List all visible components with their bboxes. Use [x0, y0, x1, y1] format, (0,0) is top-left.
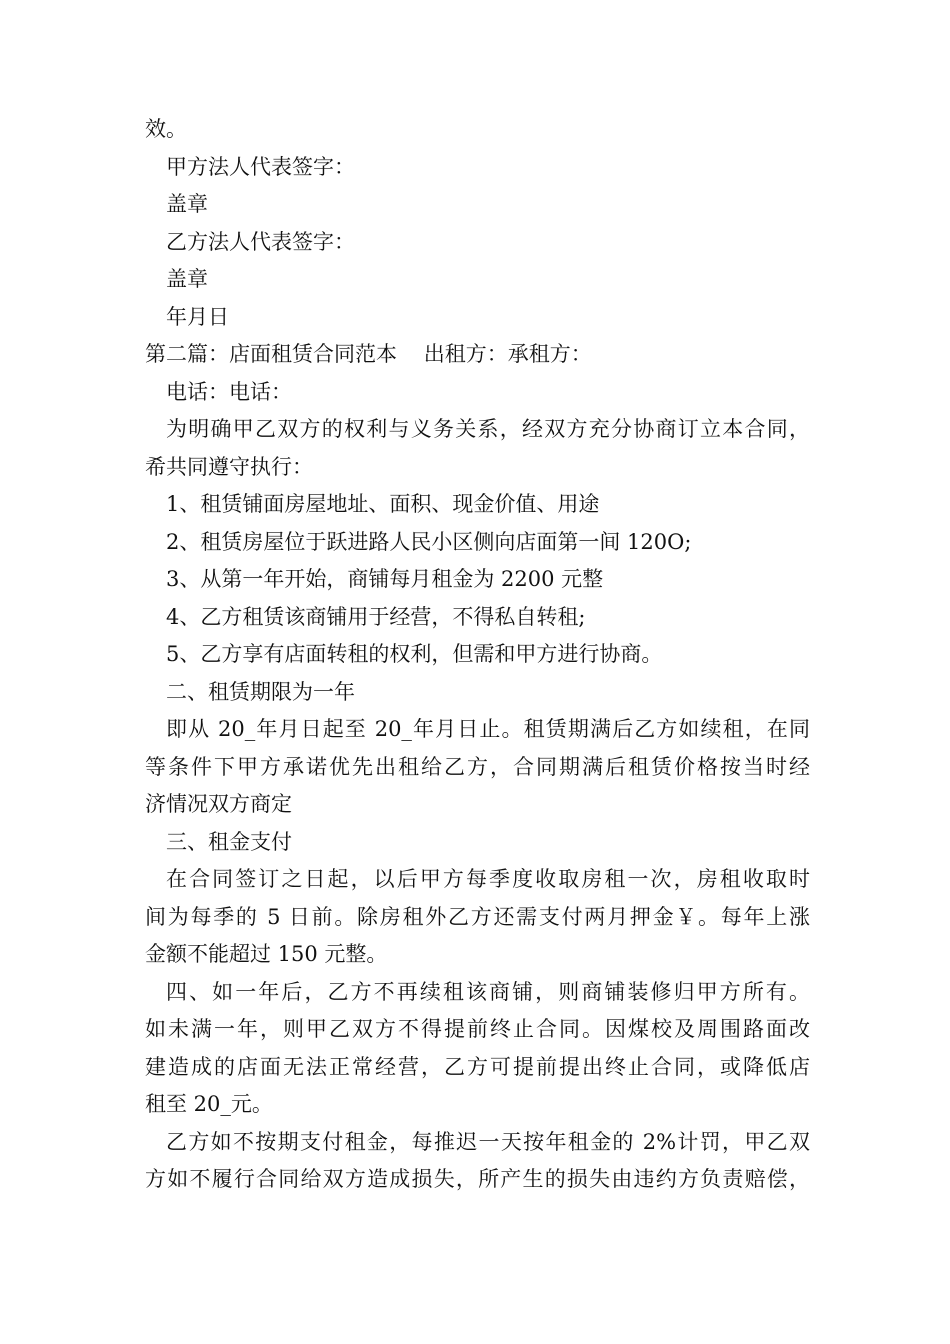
text-line: 如未满一年，则甲乙双方不得提前终止合同。因煤校及周围路面改 — [145, 1017, 810, 1041]
text-line: 金额不能超过 150 元整。 — [145, 942, 388, 966]
text-line: 租至 20_元。 — [145, 1092, 273, 1116]
text-line: 盖章 — [166, 267, 208, 291]
text-line: 乙方法人代表签字： — [166, 230, 355, 254]
text-line: 即从 20_年月日起至 20_年月日止。租赁期满后乙方如续租，在同 — [166, 717, 810, 741]
text-line: 间为每季的 5 日前。除房租外乙方还需支付两月押金￥。每年上涨 — [145, 905, 810, 929]
text-line: 建造成的店面无法正常经营，乙方可提前提出终止合同，或降低店 — [145, 1055, 810, 1079]
text-line: 盖章 — [166, 192, 208, 216]
list-item: 3、从第一年开始，商铺每月租金为 2200 元整 — [166, 567, 604, 591]
list-item: 2、租赁房屋位于跃进路人民小区侧向店面第一间 120O; — [166, 530, 692, 554]
list-item: 4、乙方租赁该商铺用于经营，不得私自转租; — [166, 605, 586, 629]
text-line: 方如不履行合同给双方造成损失，所产生的损失由违约方负责赔偿， — [145, 1167, 810, 1191]
clause-heading: 三、租金支付 — [166, 830, 292, 854]
section-heading: 第二篇：店面租赁合同范本 出租方：承租方： — [145, 342, 592, 366]
text-line: 甲方法人代表签字： — [166, 155, 355, 179]
text-line: 为明确甲乙双方的权利与义务关系，经双方充分协商订立本合同， — [166, 417, 810, 441]
text-line: 年月日 — [166, 305, 229, 329]
text-line: 济情况双方商定 — [145, 792, 292, 816]
clause-heading: 二、租赁期限为一年 — [166, 680, 355, 704]
text-line: 四、如一年后，乙方不再续租该商铺，则商铺装修归甲方所有。 — [166, 980, 810, 1004]
text-line: 希共同遵守执行： — [145, 455, 313, 479]
text-line: 电话：电话： — [166, 380, 292, 404]
list-item: 5、乙方享有店面转租的权利，但需和甲方进行协商。 — [166, 642, 663, 666]
list-item: 1、租赁铺面房屋地址、面积、现金价值、用途 — [166, 492, 600, 516]
text-line: 效。 — [145, 117, 187, 141]
text-line: 在合同签订之日起，以后甲方每季度收取房租一次，房租收取时 — [166, 867, 810, 891]
text-line: 等条件下甲方承诺优先出租给乙方，合同期满后租赁价格按当时经 — [145, 755, 810, 779]
text-line: 乙方如不按期支付租金，每推迟一天按年租金的 2%计罚，甲乙双 — [166, 1130, 810, 1154]
